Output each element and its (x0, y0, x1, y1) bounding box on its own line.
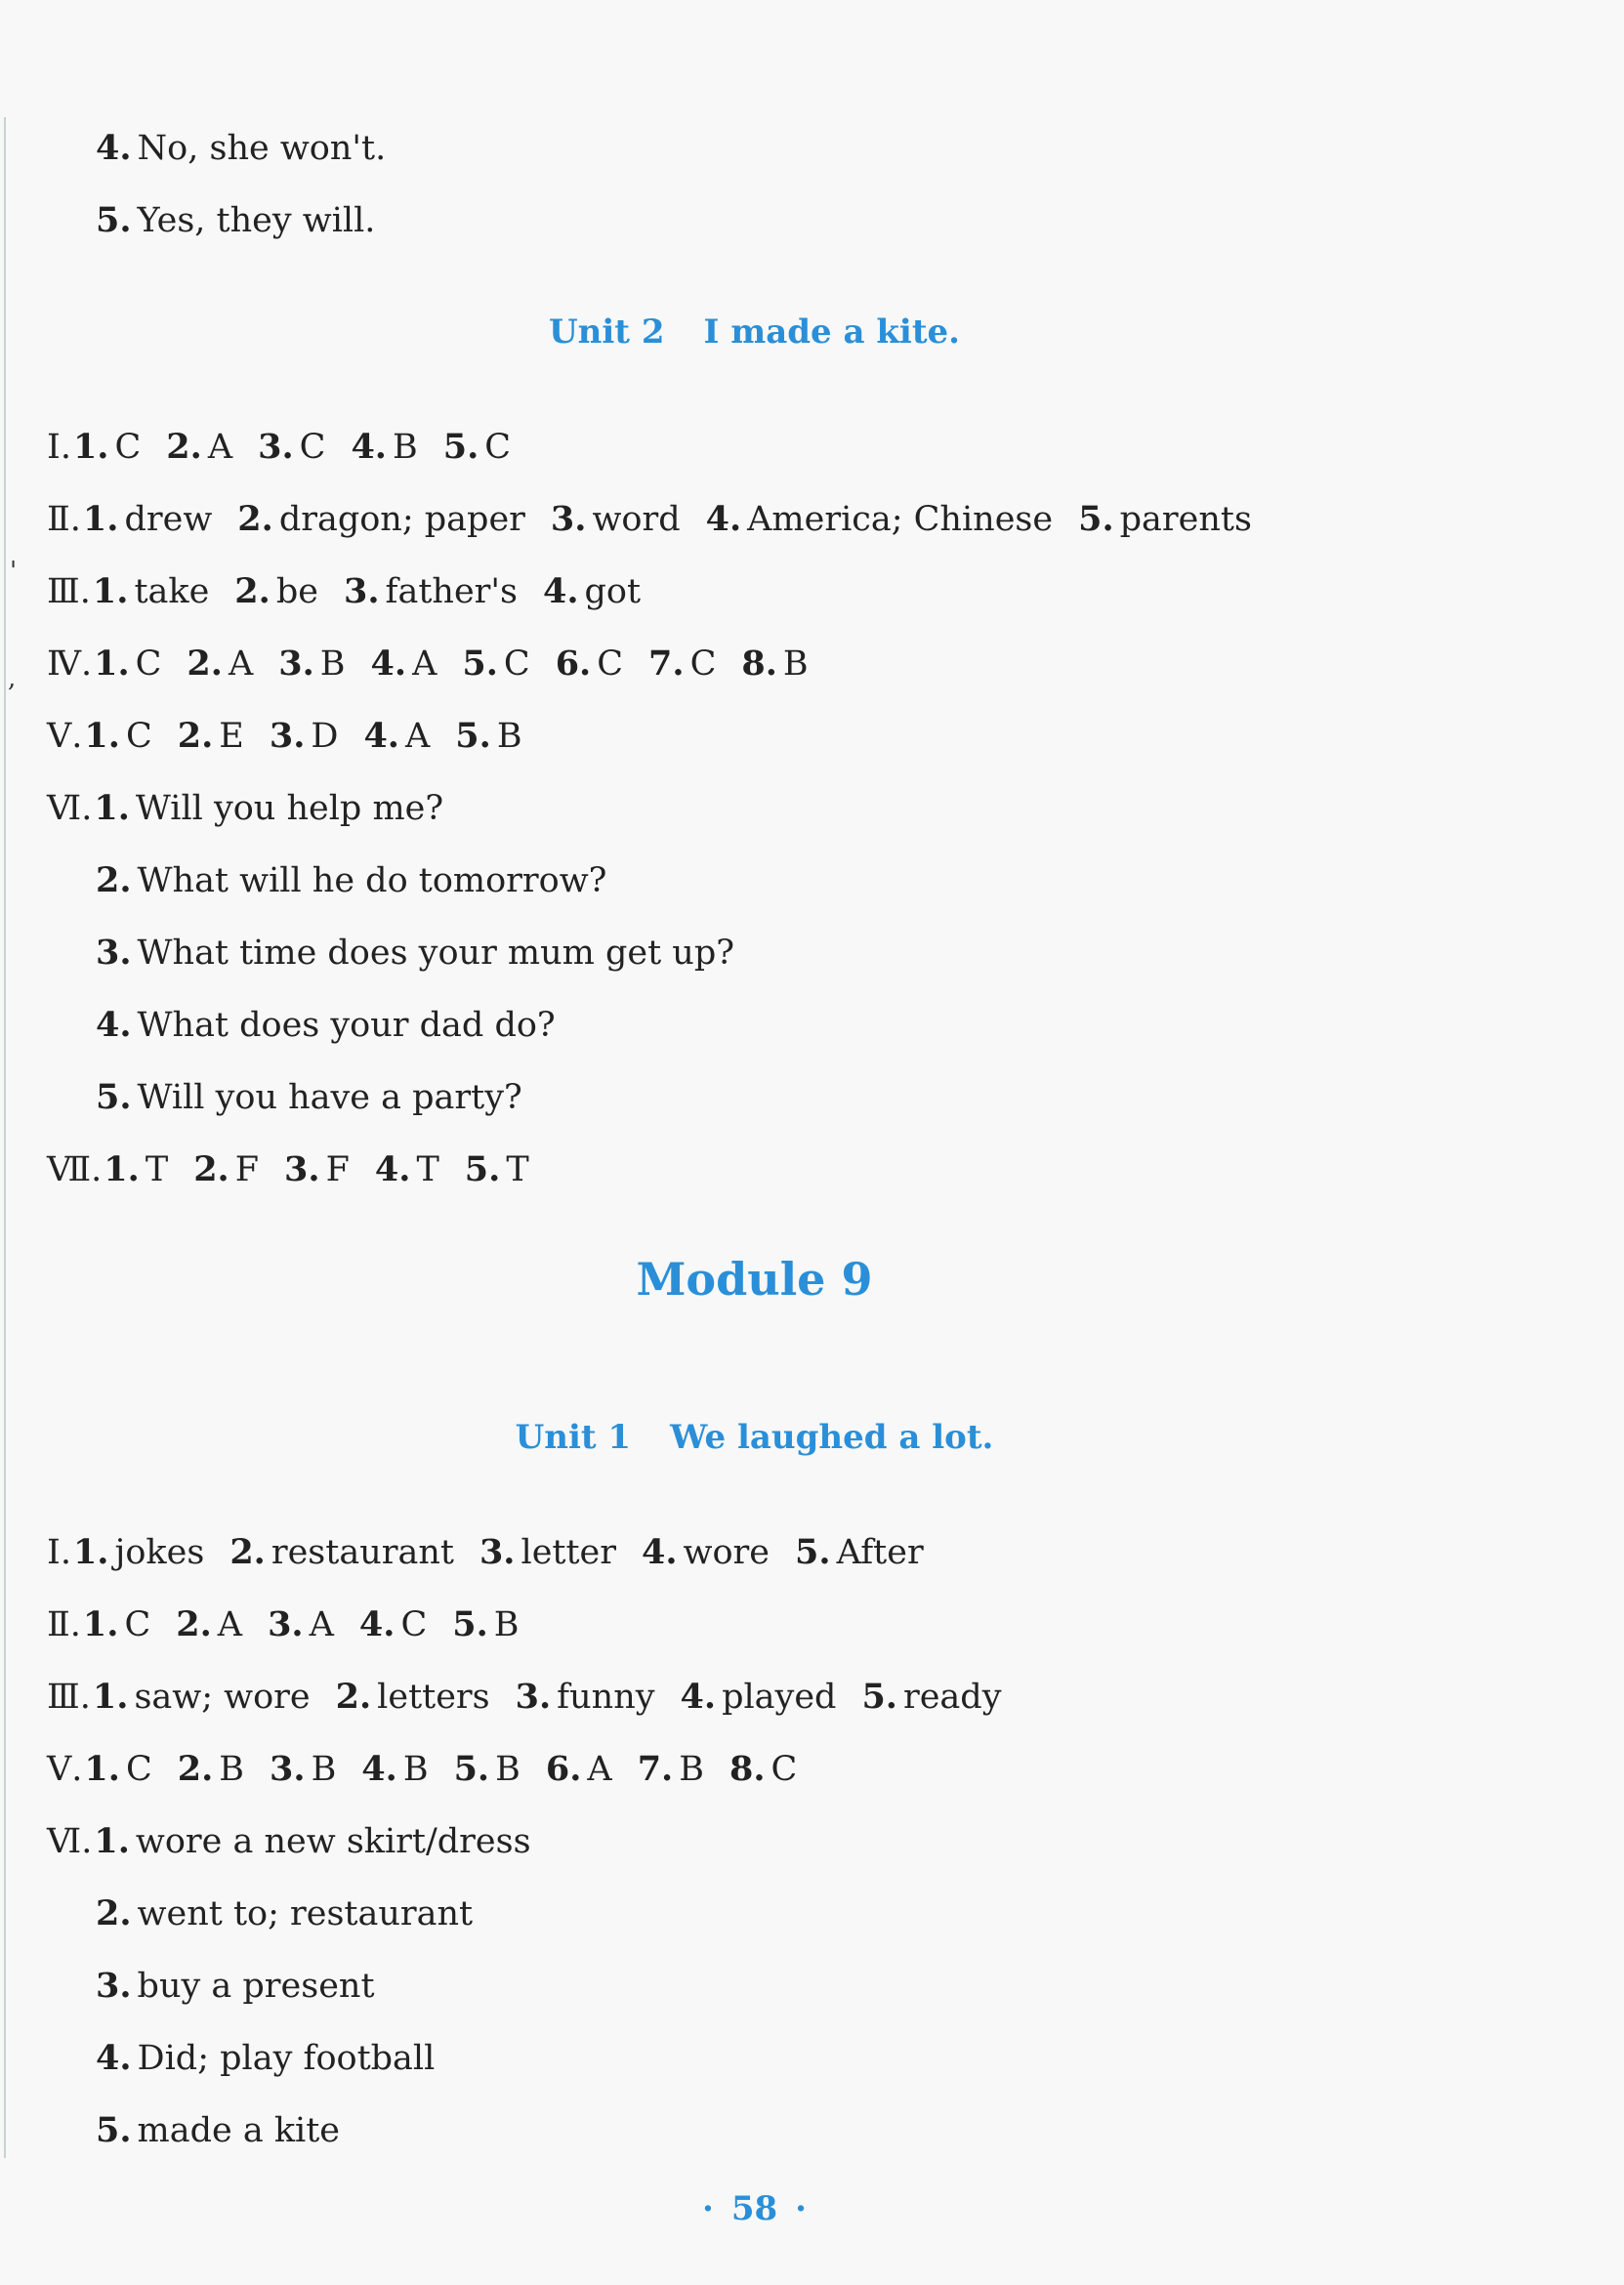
item-number: 1. (104, 1149, 140, 1189)
answer-item (83, 498, 212, 541)
answer-item (546, 1748, 612, 1791)
item-number: 5. (795, 1532, 831, 1572)
unit-label: Unit 1 (515, 1418, 632, 1457)
item-number: 1. (92, 1677, 129, 1717)
answer-item (93, 570, 209, 613)
item-number: 3. (278, 644, 314, 684)
item-answer: A (217, 1605, 243, 1644)
item-number: 4. (641, 1532, 678, 1572)
item-number: 2. (237, 499, 273, 539)
section-line (47, 498, 1252, 541)
answer-item (344, 570, 518, 613)
item-number: 3. (515, 1677, 552, 1717)
item-answer: C (114, 428, 142, 467)
answer-item (104, 1148, 168, 1191)
item-answer: F (325, 1150, 350, 1189)
unit-title: We laughed a lot. (670, 1418, 994, 1457)
unit-label: Unit 2 (548, 312, 665, 352)
section-line (47, 643, 809, 686)
answer-item (638, 1748, 704, 1791)
answer-item (193, 1148, 259, 1191)
unit-heading (0, 311, 1509, 353)
answer-item (359, 1603, 427, 1646)
dot: · (701, 2189, 714, 2228)
item-number: 5. (464, 1149, 501, 1189)
item-answer: made a kite (137, 2111, 341, 2150)
margin-rule (4, 117, 6, 2158)
unit-title: I made a kite. (703, 312, 960, 352)
item-number: 1. (92, 571, 129, 611)
answer-item (443, 426, 511, 469)
section-numeral: Ⅲ. (47, 572, 91, 611)
item-number: 8. (741, 644, 777, 684)
item-number: 4. (542, 571, 579, 611)
item-answer: C (125, 1750, 152, 1789)
item-answer: T (506, 1150, 529, 1189)
item-answer: played (722, 1678, 837, 1717)
item-answer: What will he do tomorrow? (137, 861, 607, 900)
answer-item (556, 643, 623, 686)
section-numeral: Ⅲ. (47, 1678, 91, 1717)
item-number: 4. (351, 427, 387, 467)
item-number: 3. (268, 1604, 304, 1644)
answer-item (479, 1531, 616, 1574)
answer-item (861, 1676, 1001, 1719)
item-answer: What does your dad do? (137, 1006, 556, 1045)
item-answer: C (135, 644, 162, 684)
answer-line (96, 127, 386, 170)
answer-item (551, 498, 681, 541)
answer-item (178, 1748, 244, 1791)
item-number: 7. (637, 1749, 674, 1789)
answer-line (96, 2037, 435, 2080)
item-number: 5. (453, 1749, 490, 1789)
answer-item (361, 1748, 428, 1791)
page-number (0, 2187, 1509, 2230)
item-answer: D (311, 717, 339, 756)
item-number: 8. (729, 1749, 766, 1789)
item-answer: B (782, 644, 809, 684)
item-answer: A (207, 428, 233, 467)
item-number: 5. (442, 427, 479, 467)
answer-item (187, 643, 253, 686)
item-number: 4. (358, 1604, 396, 1644)
item-answer: B (493, 1605, 520, 1644)
item-answer: T (416, 1150, 439, 1189)
item-number: 2. (176, 1604, 212, 1644)
item-answer: Will you have a party? (137, 1078, 522, 1117)
answer-line (96, 2109, 340, 2152)
item-answer: got (584, 572, 642, 611)
item-answer: What time does your mum get up? (137, 934, 734, 973)
item-number: 2. (96, 1893, 132, 1933)
item-answer: C (770, 1750, 798, 1789)
item-number: 4. (96, 1005, 132, 1045)
answer-item (73, 426, 141, 469)
answer-item (795, 1531, 924, 1574)
item-number: 2. (229, 1532, 266, 1572)
item-answer: America; Chinese (747, 500, 1054, 539)
item-number: 6. (555, 644, 592, 684)
page-number-value: 58 (730, 2189, 778, 2228)
item-number: 1. (82, 1604, 119, 1644)
item-answer: drew (124, 500, 213, 539)
answer-item (178, 715, 244, 758)
answer-line (96, 1892, 473, 1935)
answer-item (462, 643, 529, 686)
item-number: 1. (84, 716, 120, 756)
answer-line (96, 1004, 556, 1047)
answer-item (465, 1148, 529, 1191)
answer-item (278, 643, 345, 686)
item-answer: B (496, 717, 522, 756)
answer-item (336, 1676, 490, 1719)
item-answer: C (597, 644, 624, 684)
answer-item (84, 1748, 151, 1791)
item-number: 3. (96, 933, 132, 973)
item-answer: C (689, 644, 717, 684)
answer-item (84, 715, 151, 758)
answer-item (258, 426, 325, 469)
item-answer: C (125, 717, 152, 756)
item-number: 5. (861, 1677, 897, 1717)
answer-item (452, 1603, 519, 1646)
section-numeral: Ⅵ. (47, 1822, 93, 1861)
item-answer: Yes, they will. (137, 201, 376, 240)
item-answer: went to; restaurant (137, 1894, 474, 1933)
answer-item (93, 1676, 311, 1719)
item-answer: A (587, 1750, 612, 1789)
section-numeral: Ⅰ. (47, 1533, 71, 1572)
item-number: 1. (94, 644, 130, 684)
item-answer: After (836, 1533, 924, 1572)
item-answer: B (679, 1750, 704, 1789)
item-answer: buy a present (137, 1967, 375, 2006)
section-numeral: Ⅱ. (47, 1605, 81, 1644)
section-line (47, 1148, 529, 1191)
answer-item (284, 1148, 350, 1191)
item-answer: C (484, 428, 512, 467)
unit-heading (0, 1416, 1509, 1459)
item-answer: B (219, 1750, 245, 1789)
section-numeral: Ⅴ. (47, 1750, 83, 1789)
answer-item (166, 426, 232, 469)
item-answer: A (412, 644, 437, 684)
item-number: 3. (270, 1749, 306, 1789)
item-answer: B (402, 1750, 429, 1789)
item-answer: Did; play football (137, 2039, 436, 2078)
item-number: 4. (96, 128, 132, 168)
item-number: 5. (462, 644, 498, 684)
item-answer: father's (385, 572, 518, 611)
item-number: 5. (96, 1077, 132, 1117)
answer-item (642, 1531, 770, 1574)
item-answer: letter (521, 1533, 616, 1572)
item-number: 1. (84, 1749, 120, 1789)
answer-item (648, 643, 716, 686)
item-number: 5. (96, 2110, 132, 2150)
answer-item (270, 1748, 336, 1791)
answer-item (268, 1603, 334, 1646)
answer-item (83, 1603, 150, 1646)
item-number: 2. (177, 716, 214, 756)
answer-item (94, 643, 161, 686)
item-number: 3. (550, 499, 587, 539)
item-number: 4. (374, 1149, 411, 1189)
item-number: 2. (166, 427, 202, 467)
answer-item (94, 1820, 530, 1863)
section-line (47, 1531, 924, 1574)
section-line (47, 1603, 520, 1646)
item-answer: Will you help me? (135, 789, 444, 828)
item-number: 4. (96, 2038, 132, 2078)
item-number: 1. (72, 427, 109, 467)
item-number: 5. (455, 716, 491, 756)
item-answer: B (319, 644, 346, 684)
print-mark: ' (10, 557, 18, 586)
item-answer: dragon; paper (278, 500, 525, 539)
item-answer: restaurant (271, 1533, 454, 1572)
item-answer: wore a new skirt/dress (135, 1822, 531, 1861)
item-number: 4. (361, 1749, 397, 1789)
module-heading: Module 9 (636, 1253, 873, 1306)
answer-item (729, 1748, 797, 1791)
item-number: 2. (234, 571, 271, 611)
item-number: 1. (82, 499, 119, 539)
section-numeral: Ⅴ. (47, 717, 83, 756)
answer-item (681, 1676, 837, 1719)
answer-item (1078, 498, 1252, 541)
item-number: 3. (96, 1966, 132, 2006)
answer-item (176, 1603, 242, 1646)
item-answer: C (124, 1605, 151, 1644)
item-answer: A (309, 1605, 334, 1644)
answer-line (96, 932, 734, 975)
item-number: 3. (284, 1149, 320, 1189)
item-number: 3. (269, 716, 306, 756)
item-answer: No, she won't. (137, 129, 387, 168)
item-answer: C (299, 428, 326, 467)
item-answer: letters (377, 1678, 490, 1717)
item-number: 4. (363, 716, 399, 756)
answer-line (96, 199, 375, 242)
section-numeral: Ⅵ. (47, 789, 93, 828)
item-answer: B (392, 428, 418, 467)
item-answer: T (145, 1150, 169, 1189)
answer-item (94, 787, 443, 830)
dot: · (795, 2189, 807, 2228)
item-number: 1. (94, 788, 130, 828)
answer-item (454, 1748, 521, 1791)
item-number: 4. (705, 499, 742, 539)
item-number: 2. (187, 644, 223, 684)
item-answer: A (228, 644, 254, 684)
answer-item (516, 1676, 655, 1719)
item-number: 2. (177, 1749, 214, 1789)
item-number: 2. (193, 1149, 229, 1189)
section-line (47, 1748, 797, 1791)
answer-item (375, 1148, 439, 1191)
item-answer: parents (1119, 500, 1252, 539)
item-number: 2. (96, 860, 132, 900)
item-number: 4. (370, 644, 407, 684)
answer-item (237, 498, 525, 541)
item-number: 4. (680, 1677, 717, 1717)
item-number: 1. (72, 1532, 109, 1572)
section-line (47, 715, 522, 758)
item-number: 6. (545, 1749, 582, 1789)
item-answer: F (234, 1150, 260, 1189)
answer-item (741, 643, 808, 686)
item-number: 3. (479, 1532, 516, 1572)
section-numeral: Ⅶ. (47, 1150, 103, 1189)
item-answer: word (592, 500, 681, 539)
section-line (47, 570, 641, 613)
item-number: 3. (258, 427, 294, 467)
answer-item (351, 426, 417, 469)
section-line (47, 1676, 1001, 1719)
item-number: 2. (335, 1677, 372, 1717)
answer-item (229, 1531, 454, 1574)
section-line (47, 1820, 531, 1863)
item-number: 1. (94, 1821, 130, 1861)
answer-item (543, 570, 641, 613)
print-mark: , (8, 664, 17, 693)
answer-line (96, 1965, 375, 2008)
answer-item (371, 643, 437, 686)
section-numeral: Ⅳ. (47, 644, 93, 684)
item-answer: C (503, 644, 530, 684)
section-line (47, 426, 511, 469)
item-answer: saw; wore (134, 1678, 311, 1717)
answer-item (270, 715, 339, 758)
item-answer: A (405, 717, 431, 756)
item-answer: take (134, 572, 210, 611)
item-answer: funny (557, 1678, 655, 1717)
answer-line (96, 859, 606, 902)
answer-item (73, 1531, 204, 1574)
answer-item (455, 715, 521, 758)
item-answer: ready (902, 1678, 1002, 1717)
item-number: 5. (96, 200, 132, 240)
item-answer: jokes (114, 1533, 205, 1572)
answer-item (234, 570, 318, 613)
item-answer: E (219, 717, 244, 756)
item-answer: wore (683, 1533, 770, 1572)
item-answer: B (495, 1750, 521, 1789)
item-answer: B (311, 1750, 337, 1789)
section-numeral: Ⅰ. (47, 428, 71, 467)
section-numeral: Ⅱ. (47, 500, 81, 539)
item-answer: C (400, 1605, 428, 1644)
item-number: 5. (1078, 499, 1114, 539)
item-number: 7. (648, 644, 685, 684)
section-line (47, 787, 443, 830)
answer-item (363, 715, 430, 758)
item-answer: be (275, 572, 318, 611)
item-number: 3. (343, 571, 380, 611)
answer-item (706, 498, 1053, 541)
answer-line (96, 1076, 522, 1119)
item-number: 5. (452, 1604, 488, 1644)
